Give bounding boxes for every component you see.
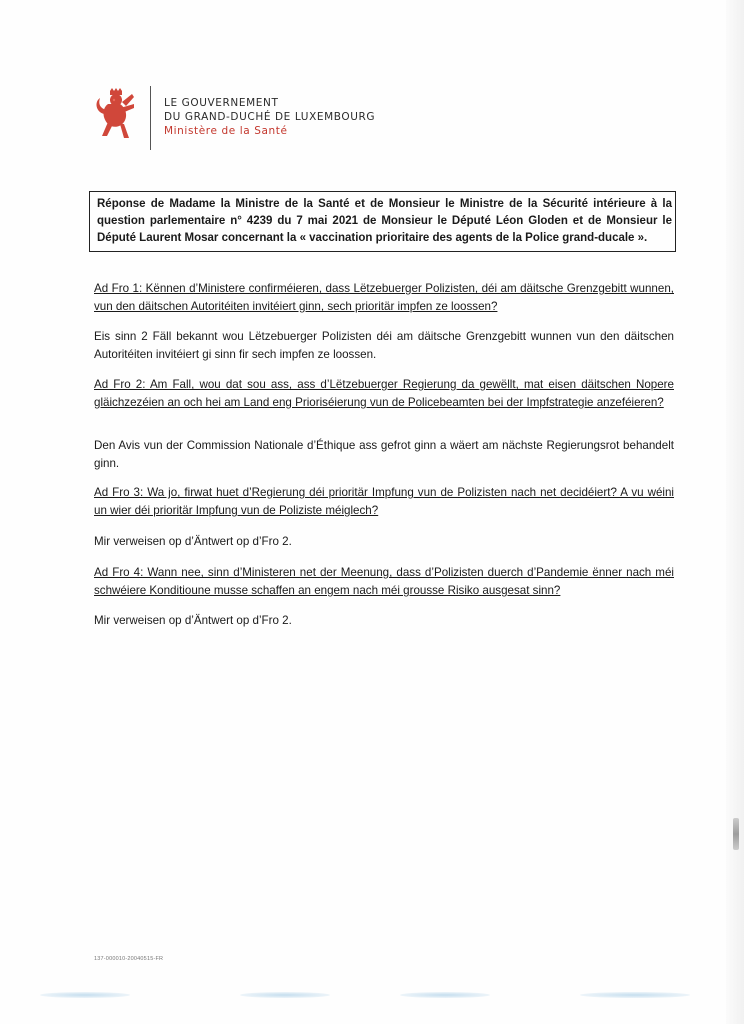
intro-box: Réponse de Madame la Ministre de la Santé et de Monsieur le Ministre de la Sécurité intérieure à la question parlementaire n° 4239 du 7 mai 2021 de Monsieur le Député Léon Gloden et de Monsieur le Député Laurent Mosar concernant la « vaccination prioritaire des agents de la Police grand-ducale ». (89, 191, 676, 252)
scan-edge (726, 0, 744, 1024)
question-1: Ad Fro 1: Kënnen d’Ministere confirméieren, dass Lëtzebuerger Polizisten, déi am däitsche Grenzgebitt wunnen, vun den däitschen Autoritéiten invitéiert ginn, sech prioritär impfen ze loossen? (94, 282, 674, 313)
question-3: Ad Fro 3: Wa jo, firwat huet d’Regierung déi prioritär Impfung vun de Polizisten nach net decidéiert? A vu wéini un wier déi prioritär Impfung vun de Poliziste méiglech? (94, 486, 674, 517)
question-2: Ad Fro 2: Am Fall, wou dat sou ass, ass d’Lëtzebuerger Regierung da gewëllt, mat eisen däitschen Nopere gläichzezéien an och hei am Land eng Prioriséierung vun de Policebeamten bei der Impfstrategie anzeféieren? (94, 378, 674, 409)
scan-smudge (40, 992, 130, 998)
answer-4: Mir verweisen op d’Äntwert op d’Fro 2. (94, 614, 292, 627)
red-lion-coat-of-arms-icon (94, 88, 140, 142)
scan-side-mark (733, 818, 739, 850)
answer-2: Den Avis vun der Commission Nationale d’Éthique ass gefrot ginn a wäert am nächste Regierungsrot behandelt ginn. (94, 439, 674, 470)
header-divider (150, 86, 151, 150)
scan-smudge (240, 992, 330, 998)
government-header (164, 96, 375, 138)
gov-line-1: LE GOUVERNEMENT (164, 97, 279, 109)
answer-1: Eis sinn 2 Fäll bekannt wou Lëtzebuerger Polizisten déi am däitsche Grenzgebitt wunnen vun den däitschen Autoritéiten invitéiert gi sinn fir sech impfen ze loossen. (94, 330, 674, 361)
scan-smudge (400, 992, 490, 998)
footer-code: 137-000010-20040515-FR (94, 956, 164, 962)
question-4: Ad Fro 4: Wann nee, sinn d’Ministeren net der Meenung, dass d’Polizisten duerch d’Pandemie ënner nach méi schwéiere Konditioune musse schaffen an engem nach méi grousse Risiko ausgesat sinn? (94, 566, 674, 597)
gov-line-2: DU GRAND-DUCHÉ DE LUXEMBOURG (164, 111, 376, 123)
ministry-name: Ministère de la Santé (164, 125, 288, 137)
answer-3: Mir verweisen op d’Äntwert op d’Fro 2. (94, 535, 292, 548)
scan-smudge (580, 992, 690, 998)
